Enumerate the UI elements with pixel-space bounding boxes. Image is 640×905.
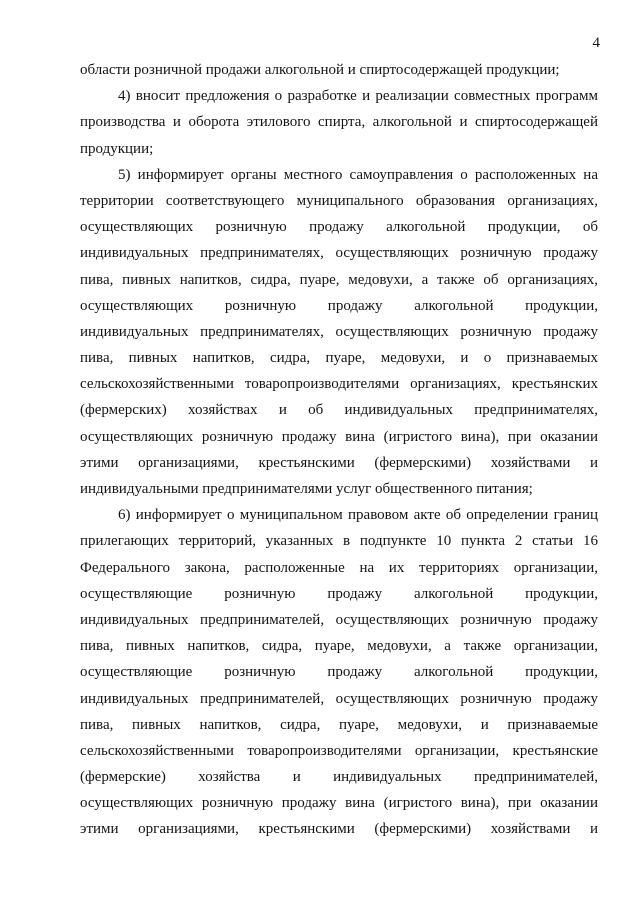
page-number: 4	[592, 35, 600, 51]
text-line: индивидуальных предпринимателях, осуществляющих розничную продажу	[80, 245, 598, 262]
text-line: осуществляющих розничную продажу вина (игристого вина), при оказании	[80, 795, 598, 812]
text-line: осуществляющих розничную продажу алкогольной продукции,	[80, 297, 598, 314]
text-line: осуществляющих розничную продажу вина (игристого вина), при оказании	[80, 428, 598, 445]
paragraph-item-3-tail	[80, 57, 598, 83]
text-line: (фермерские) хозяйства и индивидуальных предпринимателей,	[80, 769, 598, 786]
paragraph-item-6	[80, 502, 598, 842]
text-line: (фермерских) хозяйствах и об индивидуальных предпринимателях,	[80, 402, 598, 419]
text-line: этими организациями, крестьянскими (фермерскими) хозяйствами и	[80, 821, 598, 838]
text-line: пива, пивных напитков, сидра, пуаре, медовухи, а также организации,	[80, 638, 598, 655]
text-line: 5) информирует органы местного самоуправления о расположенных на	[118, 166, 598, 183]
text-line: этими организациями, крестьянскими (фермерскими) хозяйствами и	[80, 454, 598, 471]
text-line: осуществляющие розничную продажу алкогольной продукции,	[80, 664, 598, 681]
text-line: сельскохозяйственными товаропроизводителями организации, крестьянские	[80, 742, 598, 759]
text-line: индивидуальных предпринимателей, осуществляющих розничную продажу	[80, 690, 598, 707]
text-line: индивидуальных предпринимателях, осуществляющих розничную продажу	[80, 323, 598, 340]
paragraph-item-4	[80, 83, 598, 162]
text-line: прилегающих территорий, указанных в подпункте 10 пункта 2 статьи 16	[80, 533, 598, 550]
text-line: производства и оборота этилового спирта, алкогольной и спиртосодержащей	[80, 114, 598, 131]
paragraph-item-5	[80, 162, 598, 502]
document-body	[80, 57, 598, 843]
text-line: пива, пивных напитков, сидра, пуаре, медовухи, а также об организациях,	[80, 271, 598, 288]
text-line: продукции;	[80, 140, 154, 157]
text-line: осуществляющие розничную продажу алкогольной продукции,	[80, 585, 598, 602]
text-line: индивидуальными предпринимателями услуг общественного питания;	[80, 481, 533, 497]
text-line: 6) информирует о муниципальном правовом акте об определении границ	[118, 507, 598, 524]
text-line: Федерального закона, расположенные на их территориях организации,	[80, 559, 598, 576]
text-line: осуществляющих розничную продажу алкогольной продукции, об	[80, 219, 598, 236]
text-line: области розничной продажи алкогольной и спиртосодержащей продукции;	[80, 62, 560, 78]
text-line: пива, пивных напитков, сидра, пуаре, медовухи, и признаваемые	[80, 716, 598, 733]
text-line: пива, пивных напитков, сидра, пуаре, медовухи, и о признаваемых	[80, 350, 598, 367]
text-line: территории соответствующего муниципального образования организациях,	[80, 192, 598, 209]
text-line: индивидуальных предпринимателей, осуществляющих розничную продажу	[80, 611, 598, 628]
text-line: сельскохозяйственными товаропроизводителями организациях, крестьянских	[80, 376, 598, 393]
text-line: 4) вносит предложения о разработке и реализации совместных программ	[118, 88, 598, 105]
